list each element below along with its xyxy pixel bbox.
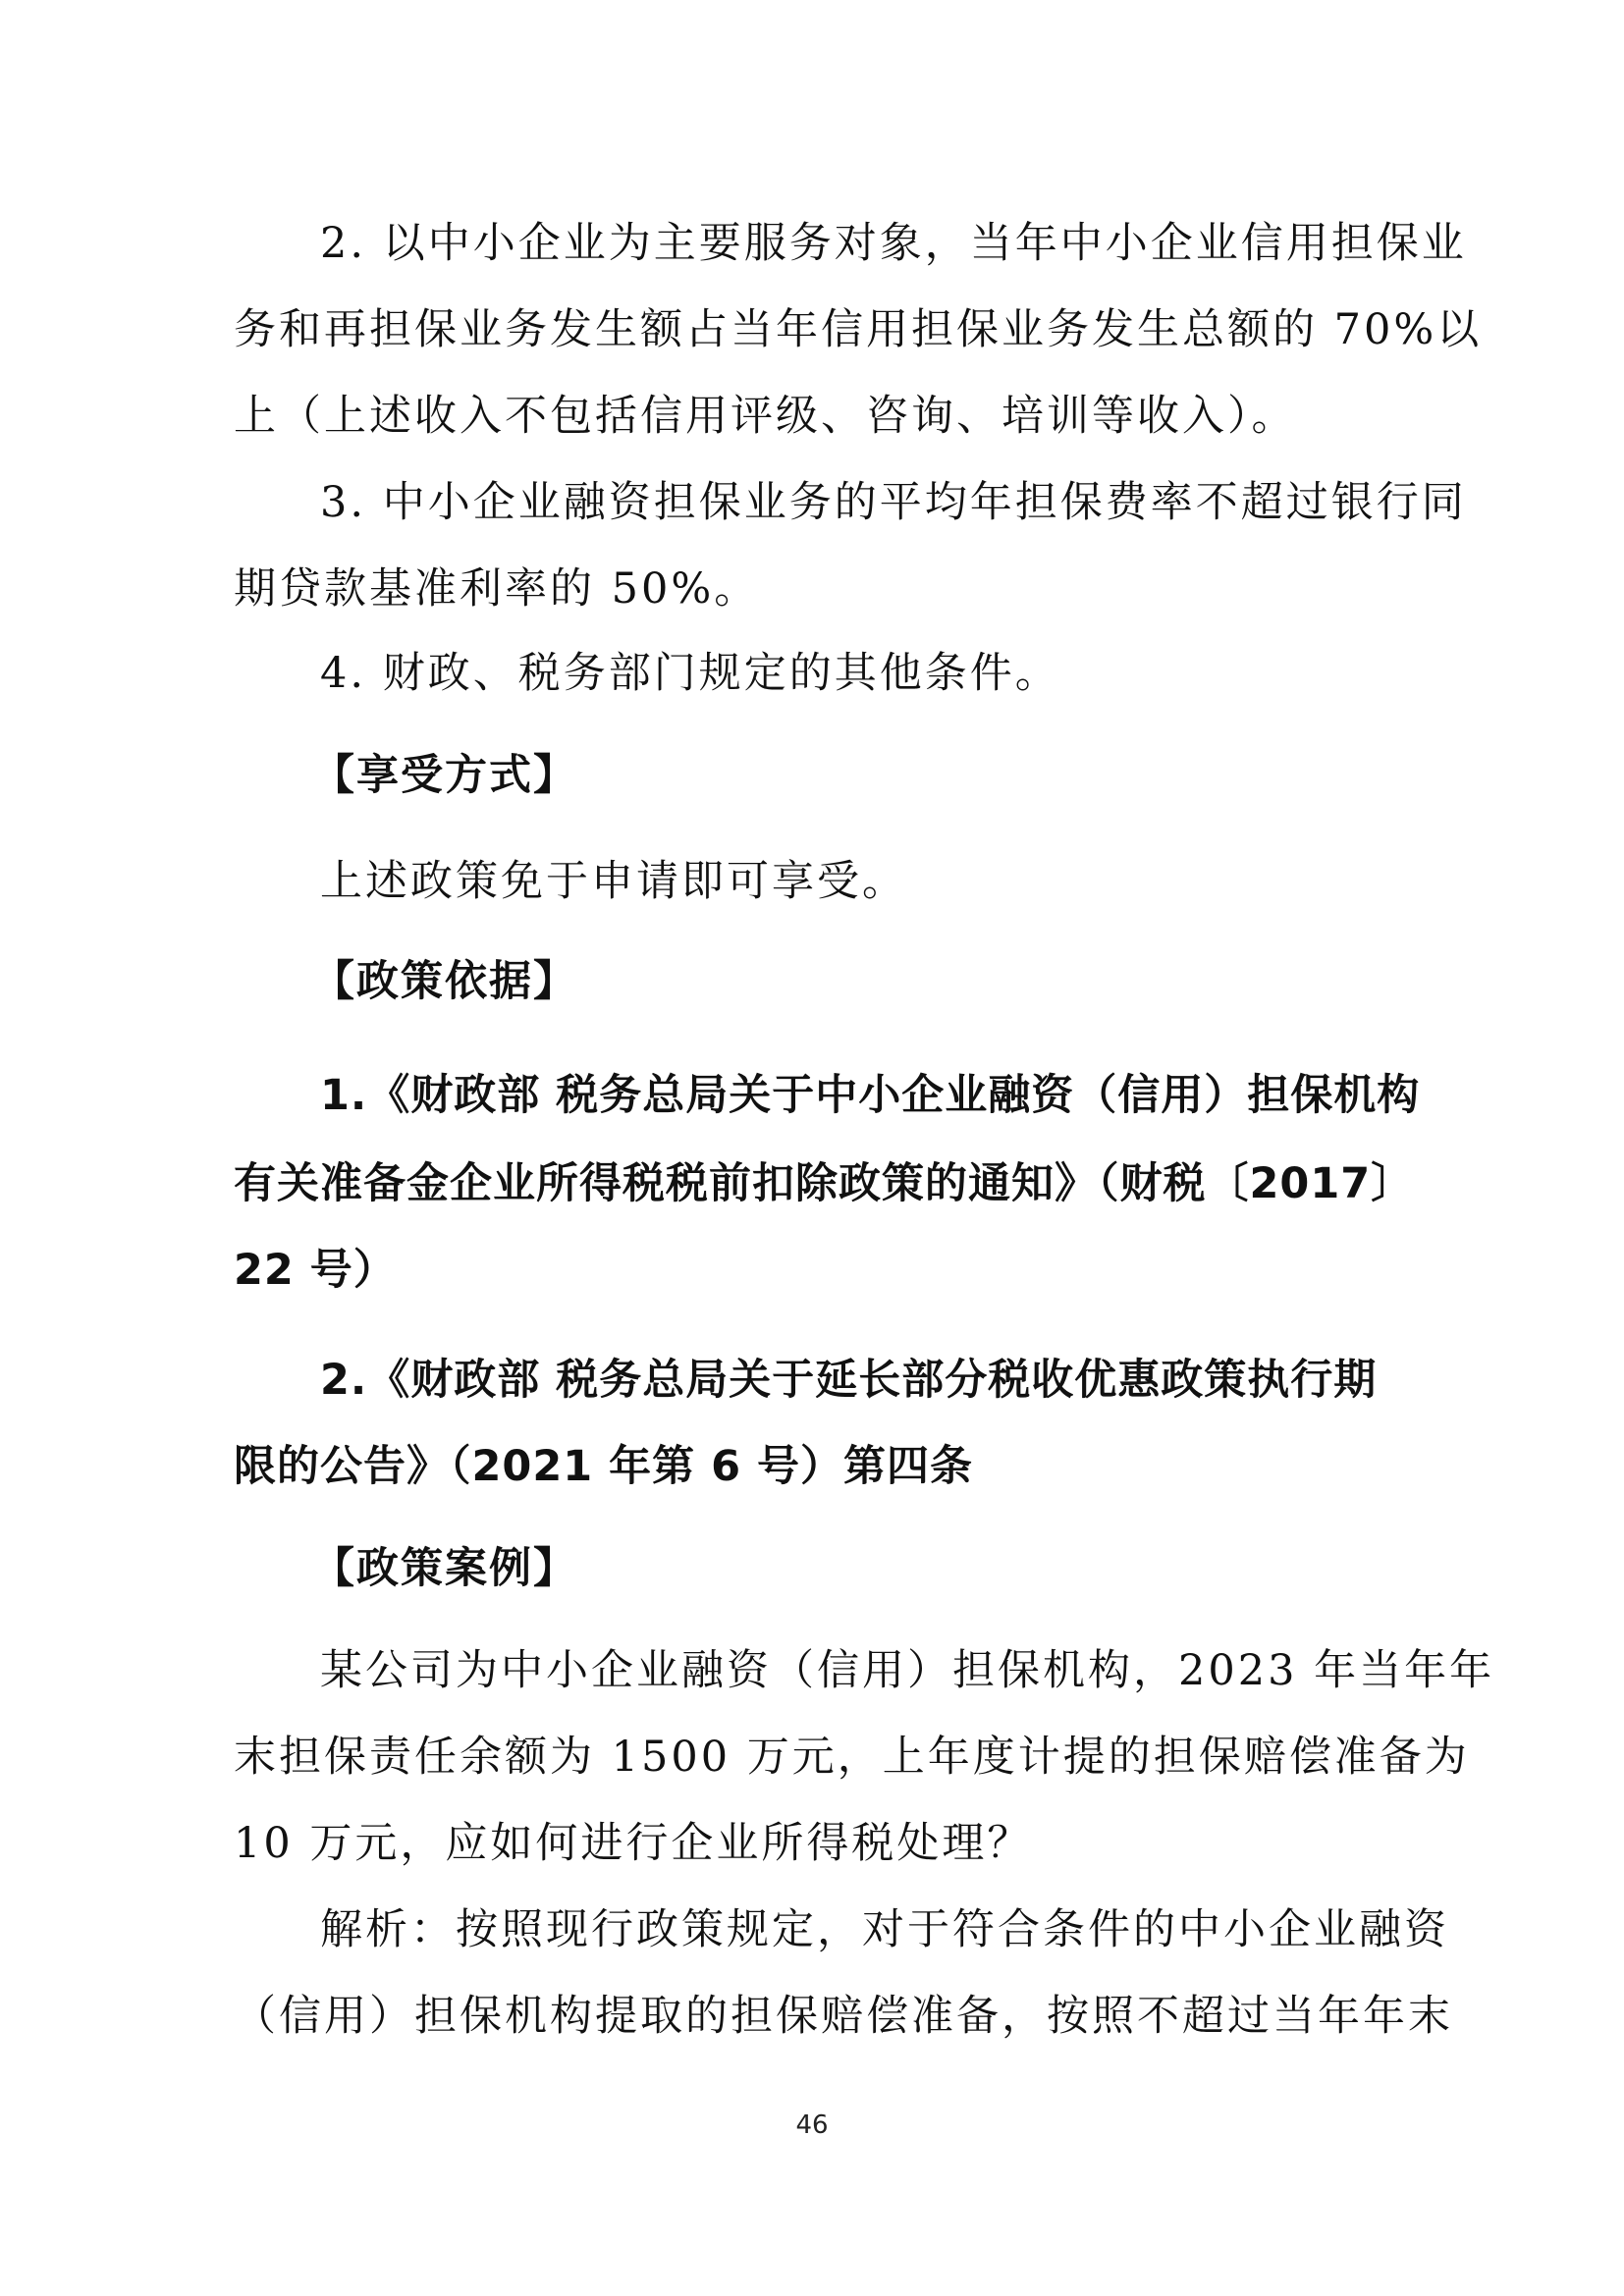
enjoy-method-text: 上述政策免于申请即可享受。 [320,857,907,906]
paragraph-item3-line2: 期贷款基准利率的 50%。 [234,564,760,614]
section-heading-policy-case: 【政策案例】 [312,1544,577,1593]
policy-ref1-line3: 22 号） [234,1246,397,1295]
case-analysis-line2: （信用）担保机构提取的担保赔偿准备，按照不超过当年年末 [234,1992,1453,2041]
case-question-line1: 某公司为中小企业融资（信用）担保机构，2023 年当年年 [320,1646,1495,1695]
paragraph-item4-line1: 4. 财政、税务部门规定的其他条件。 [320,649,1060,698]
page-number: 46 [795,2110,829,2140]
paragraph-item2-line2: 务和再担保业务发生额占当年信用担保业务发生总额的 70%以 [234,305,1483,354]
paragraph-item2-line1: 2. 以中小企业为主要服务对象，当年中小企业信用担保业 [320,219,1467,268]
paragraph-item2-line3: 上（上述收入不包括信用评级、咨询、培训等收入）。 [234,392,1297,441]
policy-ref2-line2: 限的公告》（2021 年第 6 号）第四条 [234,1442,974,1491]
case-analysis-line1: 解析：按照现行政策规定，对于符合条件的中小企业融资 [320,1905,1449,1954]
policy-ref1-line1: 1.《财政部 税务总局关于中小企业融资（信用）担保机构 [320,1071,1421,1120]
section-heading-policy-basis: 【政策依据】 [312,957,577,1006]
case-question-line2: 末担保责任余额为 1500 万元，上年度计提的担保赔偿准备为 [234,1733,1470,1782]
case-question-line3: 10 万元，应如何进行企业所得税处理？ [234,1819,1033,1868]
paragraph-item3-line1: 3. 中小企业融资担保业务的平均年担保费率不超过银行同 [320,478,1467,527]
policy-ref2-line1: 2.《财政部 税务总局关于延长部分税收优惠政策执行期 [320,1356,1378,1405]
section-heading-enjoy-method: 【享受方式】 [312,751,577,800]
policy-ref1-line2: 有关准备金企业所得税税前扣除政策的通知》（财税〔2017〕 [234,1159,1415,1208]
